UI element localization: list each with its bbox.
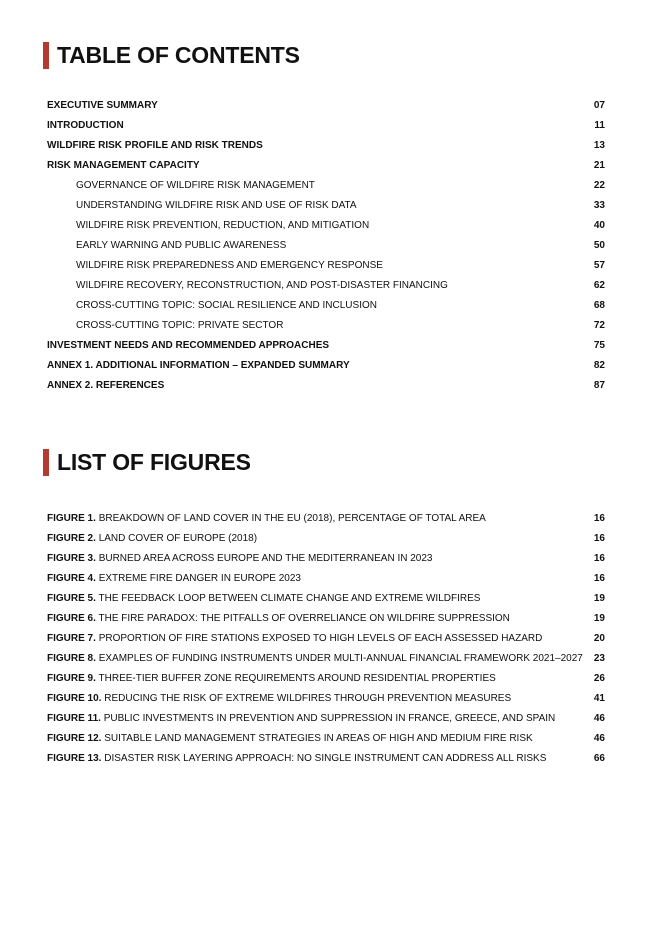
figure-entry-page: 46 [593, 733, 605, 744]
figure-title: BREAKDOWN OF LAND COVER IN THE EU (2018), PERCENTAGE OF TOTAL AREA [98, 513, 486, 524]
figure-entry-label [47, 529, 257, 549]
figure-title: BURNED AREA ACROSS EUROPE AND THE MEDITERRANEAN IN 2023 [98, 553, 433, 564]
toc-entry[interactable] [47, 356, 605, 376]
figure-entry-label [47, 609, 510, 629]
figure-number: FIGURE 3. [47, 553, 96, 564]
figure-entry-page: 16 [593, 553, 605, 564]
figure-entry-label [47, 649, 583, 669]
figure-entry-page: 46 [593, 713, 605, 724]
figure-entry[interactable] [47, 689, 605, 709]
figure-title: DISASTER RISK LAYERING APPROACH: NO SINGLE INSTRUMENT CAN ADDRESS ALL RISKS [104, 753, 547, 764]
toc-entry-page: 68 [593, 300, 605, 311]
figure-entry-page: 23 [593, 653, 605, 664]
figure-entry[interactable] [47, 629, 605, 649]
toc-entry[interactable] [47, 176, 605, 196]
toc-entry-page: 21 [593, 160, 605, 171]
toc-entry[interactable] [47, 196, 605, 216]
figure-number: FIGURE 4. [47, 573, 96, 584]
figure-title: THE FEEDBACK LOOP BETWEEN CLIMATE CHANGE AND EXTREME WILDFIRES [98, 593, 481, 604]
toc-accent-bar [43, 42, 49, 69]
toc-entry-label: INVESTMENT NEEDS AND RECOMMENDED APPROACHES [47, 340, 330, 351]
toc-entry-label: ANNEX 2. REFERENCES [47, 380, 165, 391]
toc-entry-page: 11 [594, 120, 605, 131]
figure-title: THE FIRE PARADOX: THE PITFALLS OF OVERRELIANCE ON WILDFIRE SUPPRESSION [98, 613, 510, 624]
toc-entry-label: WILDFIRE RECOVERY, RECONSTRUCTION, AND POST-DISASTER FINANCING [76, 280, 448, 291]
toc-entry-page: 40 [593, 220, 605, 231]
figure-entry[interactable] [47, 649, 605, 669]
toc-entry-label: UNDERSTANDING WILDFIRE RISK AND USE OF RISK DATA [76, 200, 357, 211]
toc-entry-label: ANNEX 1. ADDITIONAL INFORMATION – EXPANDED SUMMARY [47, 360, 350, 371]
toc-entry[interactable] [47, 236, 605, 256]
figure-number: FIGURE 7. [47, 633, 96, 644]
toc-entry[interactable] [47, 276, 605, 296]
figure-entry-label [47, 669, 496, 689]
figure-title: EXTREME FIRE DANGER IN EUROPE 2023 [98, 573, 301, 584]
toc-entry-page: 72 [593, 320, 605, 331]
toc-entry-label: WILDFIRE RISK PREPAREDNESS AND EMERGENCY RESPONSE [76, 260, 383, 271]
toc-entry[interactable] [47, 336, 605, 356]
toc-entry[interactable] [47, 256, 605, 276]
figure-entry-label [47, 689, 511, 709]
figure-entry-page: 20 [593, 633, 605, 644]
toc-entry[interactable] [47, 216, 605, 236]
figure-entry-label [47, 729, 533, 749]
toc-entry-page: 62 [593, 280, 605, 291]
toc-entry-label: RISK MANAGEMENT CAPACITY [47, 160, 200, 171]
toc-title: TABLE OF CONTENTS [57, 42, 300, 68]
figure-title: REDUCING THE RISK OF EXTREME WILDFIRES THROUGH PREVENTION MEASURES [104, 693, 512, 704]
figure-entry[interactable] [47, 509, 605, 529]
toc-entry[interactable] [47, 376, 605, 396]
toc-entry-label: GOVERNANCE OF WILDFIRE RISK MANAGEMENT [76, 180, 315, 191]
figure-entry-page: 16 [593, 513, 605, 524]
toc-entry-page: 75 [593, 340, 605, 351]
toc-header [43, 42, 300, 69]
figure-entry-label [47, 549, 432, 569]
figure-entry-label [47, 749, 546, 769]
toc-entry-page: 33 [593, 200, 605, 211]
figure-number: FIGURE 9. [47, 673, 96, 684]
figure-entry-page: 19 [593, 593, 605, 604]
toc-entry-label: EARLY WARNING AND PUBLIC AWARENESS [76, 240, 287, 251]
figure-entry-page: 19 [593, 613, 605, 624]
figure-title: PUBLIC INVESTMENTS IN PREVENTION AND SUPPRESSION IN FRANCE, GREECE, AND SPAIN [103, 713, 556, 724]
figure-entry-label [47, 569, 301, 589]
figure-number: FIGURE 8. [47, 653, 96, 664]
toc-entry-page: 87 [593, 380, 605, 391]
figure-entry[interactable] [47, 609, 605, 629]
figure-entry[interactable] [47, 589, 605, 609]
figure-entry-label [47, 629, 542, 649]
toc-entry-label: EXECUTIVE SUMMARY [47, 100, 158, 111]
figure-entry-page: 16 [593, 573, 605, 584]
figures-header [43, 449, 251, 476]
figure-entry-label [47, 589, 480, 609]
toc-entry[interactable] [47, 156, 605, 176]
figure-entry-page: 66 [593, 753, 605, 764]
figure-entry[interactable] [47, 749, 605, 769]
figure-entry-page: 41 [593, 693, 605, 704]
toc-entry[interactable] [47, 96, 605, 116]
toc-entry-label: CROSS-CUTTING TOPIC: PRIVATE SECTOR [76, 320, 284, 331]
figure-number: FIGURE 13. [47, 753, 102, 764]
toc-entry-page: 82 [593, 360, 605, 371]
figure-entry-page: 26 [593, 673, 605, 684]
toc-entry[interactable] [47, 116, 605, 136]
figure-title: THREE-TIER BUFFER ZONE REQUIREMENTS AROUND RESIDENTIAL PROPERTIES [98, 673, 496, 684]
toc-entry-label: INTRODUCTION [47, 120, 124, 131]
figure-entry[interactable] [47, 549, 605, 569]
toc-entry-page: 07 [593, 100, 605, 111]
figure-title: PROPORTION OF FIRE STATIONS EXPOSED TO HIGH LEVELS OF EACH ASSESSED HAZARD [98, 633, 543, 644]
figures-accent-bar [43, 449, 49, 476]
figure-title: SUITABLE LAND MANAGEMENT STRATEGIES IN AREAS OF HIGH AND MEDIUM FIRE RISK [104, 733, 533, 744]
figure-entry-page: 16 [593, 533, 605, 544]
figure-number: FIGURE 6. [47, 613, 96, 624]
toc-entry-page: 13 [593, 140, 605, 151]
toc-entry[interactable] [47, 296, 605, 316]
figure-number: FIGURE 2. [47, 533, 96, 544]
figure-number: FIGURE 11. [47, 713, 101, 724]
toc-entry-label: WILDFIRE RISK PREVENTION, REDUCTION, AND MITIGATION [76, 220, 370, 231]
toc-entry-page: 57 [593, 260, 605, 271]
figure-number: FIGURE 5. [47, 593, 96, 604]
figure-number: FIGURE 12. [47, 733, 102, 744]
figure-entry[interactable] [47, 669, 605, 689]
figure-entry[interactable] [47, 529, 605, 549]
figure-entry[interactable] [47, 569, 605, 589]
figure-number: FIGURE 10. [47, 693, 102, 704]
figure-title: EXAMPLES OF FUNDING INSTRUMENTS UNDER MULTI-ANNUAL FINANCIAL FRAMEWORK 2021–2027 [98, 653, 583, 664]
figures-title: LIST OF FIGURES [57, 449, 251, 475]
figure-number: FIGURE 1. [47, 513, 96, 524]
figure-title: LAND COVER OF EUROPE (2018) [98, 533, 258, 544]
figure-entry[interactable] [47, 709, 605, 729]
figure-entry-label [47, 709, 555, 729]
toc-entry-page: 22 [593, 180, 605, 191]
toc-entry[interactable] [47, 136, 605, 156]
toc-entry-page: 50 [593, 240, 605, 251]
toc-entry-label: CROSS-CUTTING TOPIC: SOCIAL RESILIENCE AND INCLUSION [76, 300, 377, 311]
toc-entry-label: WILDFIRE RISK PROFILE AND RISK TRENDS [47, 140, 263, 151]
toc-entry[interactable] [47, 316, 605, 336]
figure-entry-label [47, 509, 486, 529]
figure-entry[interactable] [47, 729, 605, 749]
